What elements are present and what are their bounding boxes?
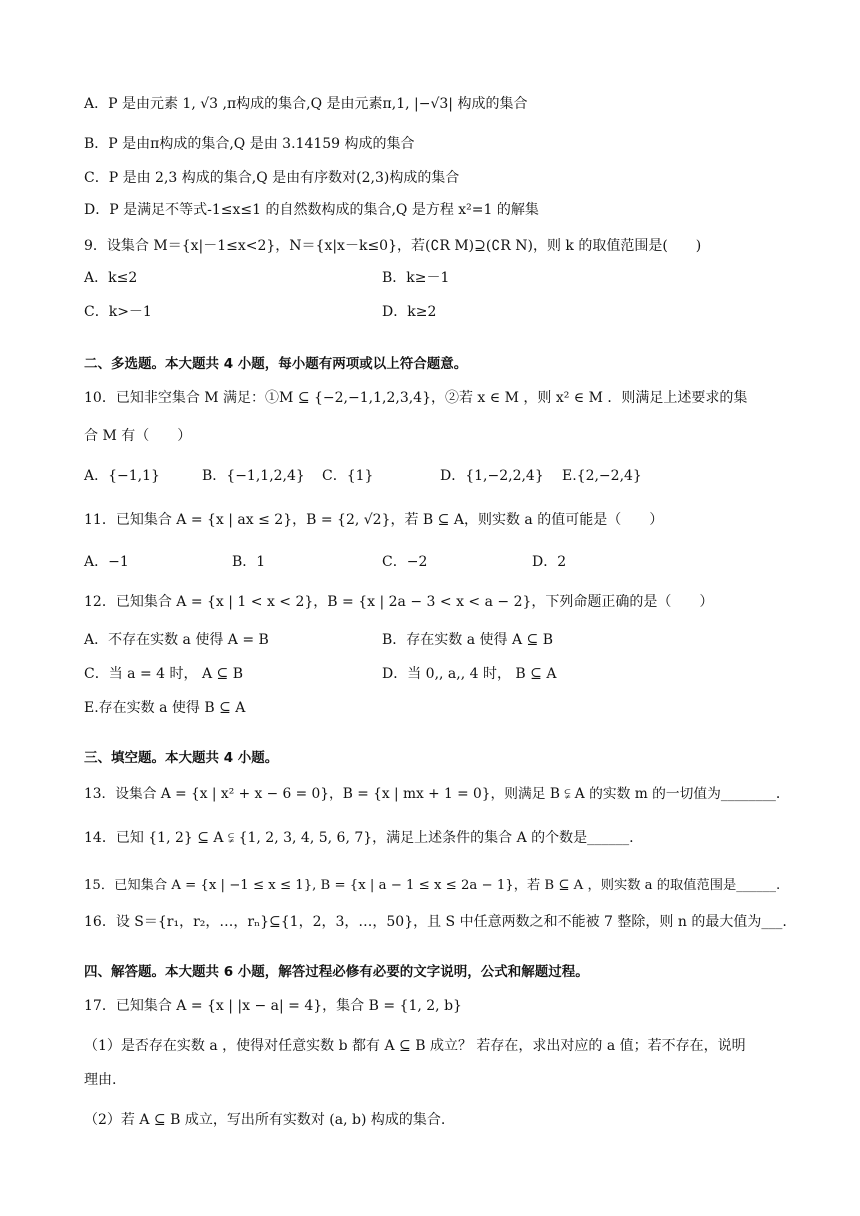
q11-option-b: B．1 xyxy=(232,554,266,570)
q17-stem: 17．已知集合 A = {x | |x − a| = 4}，集合 B = {1, 2, b} xyxy=(84,998,462,1014)
q10-stem-line-2: 合 M 有（ ） xyxy=(84,428,192,444)
question-13: 13．设集合 A = {x | x² + x − 6 = 0}，B = {x | mx + 1 = 0}，则满足 B ⫋ A 的实数 m 的一切值为________. xyxy=(84,786,781,802)
q12-option-a: A．不存在实数 a 使得 A = B xyxy=(84,632,269,648)
q9-option-a: A．k≤2 xyxy=(84,270,138,286)
q11-option-a: A．−1 xyxy=(84,554,129,570)
q8-option-a: A．P 是由元素 1, √3 ,π构成的集合,Q 是由元素π,1, |−√3| 构成的集合 xyxy=(84,96,528,112)
q12-option-e: E.存在实数 a 使得 B ⊆ A xyxy=(84,700,246,716)
question-16: 16．设 S＝{r₁，r₂，…，rₙ}⊆{1，2，3，…，50}，且 S 中任意两数之和不能被 7 整除，则 n 的最大值为___. xyxy=(84,914,787,930)
section-3-heading: 三、填空题。本大题共 4 小题。 xyxy=(84,750,279,766)
q12-stem: 12．已知集合 A = {x | 1 < x < 2}，B = {x | 2a − 3 < x < a − 2}，下列命题正确的是（ ） xyxy=(84,594,714,610)
q17-part-2: （2）若 A ⊆ B 成立，写出所有实数对 (a, b) 构成的集合. xyxy=(84,1112,446,1128)
q8-option-b: B．P 是由π构成的集合,Q 是由 3.14159 构成的集合 xyxy=(84,136,415,152)
section-2-heading: 二、多选题。本大题共 4 小题，每小题有两项或以上符合题意。 xyxy=(84,356,468,372)
q9-option-d: D．k≥2 xyxy=(382,304,437,320)
question-15: 15．已知集合 A = {x | −1 ≤ x ≤ 1}, B = {x | a − 1 ≤ x ≤ 2a − 1}，若 B ⊆ A ，则实数 a 的取值范围是______. xyxy=(84,878,781,893)
q17-part-1-line-2: 理由. xyxy=(84,1072,117,1088)
q12-option-b: B．存在实数 a 使得 A ⊆ B xyxy=(382,632,554,648)
q9-option-c: C．k>－1 xyxy=(84,304,152,320)
q8-option-c: C．P 是由 2,3 构成的集合,Q 是由有序数对(2,3)构成的集合 xyxy=(84,170,460,186)
q10-option-b: B．{−1,1,2,4} xyxy=(202,468,305,484)
q9-option-b: B．k≥－1 xyxy=(382,270,450,286)
question-14: 14．已知 {1, 2} ⊆ A ⫋ {1, 2, 3, 4, 5, 6, 7}，满足上述条件的集合 A 的个数是______. xyxy=(84,830,634,846)
q10-option-e: E.{2,−2,4} xyxy=(562,468,642,484)
q10-option-c: C．{1} xyxy=(322,468,374,484)
q10-option-a: A．{−1,1} xyxy=(84,468,160,484)
q12-option-c: C．当 a = 4 时， A ⊆ B xyxy=(84,666,243,682)
q10-option-d: D．{1,−2,2,4} xyxy=(440,468,544,484)
q11-option-d: D．2 xyxy=(532,554,567,570)
q11-stem: 11．已知集合 A = {x | ax ≤ 2}，B = {2, √2}，若 B ⊆ A，则实数 a 的值可能是（ ） xyxy=(84,512,664,528)
q17-part-1-line-1: （1）是否存在实数 a ，使得对任意实数 b 都有 A ⊆ B 成立？ 若存在，求出对应的 a 值；若不存在，说明 xyxy=(84,1038,746,1054)
q8-option-d: D．P 是满足不等式-1≤x≤1 的自然数构成的集合,Q 是方程 x²=1 的解集 xyxy=(84,202,539,218)
q11-option-c: C．−2 xyxy=(382,554,428,570)
section-4-heading: 四、解答题。本大题共 6 小题，解答过程必修有必要的文字说明，公式和解题过程。 xyxy=(84,964,589,980)
q10-stem-line-1: 10．已知非空集合 M 满足：①M ⊆ {−2,−1,1,2,3,4}，②若 x ∈ M ，则 x² ∈ M ．则满足上述要求的集 xyxy=(84,390,748,406)
q12-option-d: D．当 0,, a,, 4 时， B ⊆ A xyxy=(382,666,557,682)
q9-stem: 9．设集合 M＝{x|－1≤x<2}，N＝{x|x－k≤0}，若(∁R M)⊇(∁R N)，则 k 的取值范围是( ) xyxy=(84,238,702,254)
